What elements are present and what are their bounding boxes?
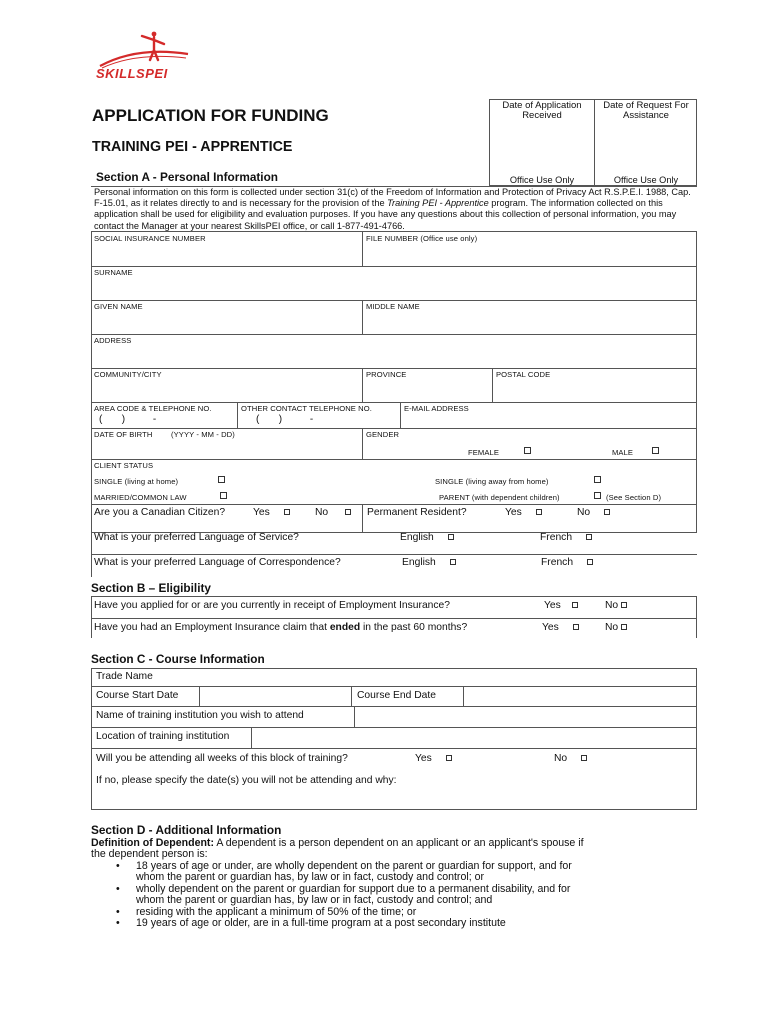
service-english-checkbox[interactable] [448,534,454,540]
single-away-label: SINGLE (living away from home) [435,477,549,486]
attend-yes-checkbox[interactable] [446,755,452,761]
community-input[interactable] [92,380,361,401]
institution-location-label: Location of training institution [96,731,230,742]
single-home-checkbox[interactable] [218,476,225,483]
ei-receipt-yes-checkbox[interactable] [572,602,578,608]
page-title: APPLICATION FOR FUNDING [92,106,329,125]
middle-name-label: MIDDLE NAME [366,302,420,311]
ei-receipt-yes-option[interactable] [544,600,578,611]
permanent-resident-question: Permanent Resident? [367,507,467,518]
dob-input[interactable] [92,440,361,458]
community-label: COMMUNITY/CITY [94,370,162,379]
ei-claim-question [94,622,467,633]
logo-text: SKILLSPEI [96,66,168,81]
dependent-definition [91,838,584,861]
attend-yes-label: Yes [415,753,432,764]
citizen-yes-option[interactable] [253,507,290,518]
address-input[interactable] [92,346,696,367]
course-end-date-label: Course End Date [357,690,436,701]
corr-french-label: French [541,557,574,568]
male-checkbox[interactable] [652,447,659,454]
institution-location-input[interactable] [252,728,696,747]
service-french-checkbox[interactable] [586,534,592,540]
dob-label: DATE OF BIRTH [94,430,153,439]
female-label: FEMALE [468,448,499,457]
citizen-yes-checkbox[interactable] [284,509,290,515]
ei-claim-text-2: in the past 60 months? [360,622,468,633]
married-label: MARRIED/COMMON LAW [94,493,187,502]
given-name-label: GIVEN NAME [94,302,143,311]
ei-claim-no-option[interactable] [605,622,627,633]
page-subtitle: TRAINING PEI - APPRENTICE [92,139,293,155]
institution-name-label: Name of training institution you wish to attend [96,710,304,721]
ei-claim-no-label: No [605,622,619,633]
sin-label: SOCIAL INSURANCE NUMBER [94,234,206,243]
date-request-assistance-heading: Date of Request For Assistance [603,100,689,121]
ei-receipt-yes-label: Yes [544,600,561,611]
attend-no-option[interactable] [554,753,587,764]
dependent-definition-text-1: A dependent is a person dependent on an applicant or an applicant's spouse if [214,837,584,849]
attend-no-label: No [554,753,568,764]
date-application-received-heading: Date of Application Received [502,100,582,121]
permanent-no-checkbox[interactable] [604,509,610,515]
phone-label: AREA CODE & TELEPHONE NO. [94,404,212,413]
privacy-notice-text-2: program. The information collected on this application shall be used for eligibility and evaluation purposes. If you have any questions about this collection of personal information, you may contact the Manager at your nearest SkillsPEI office, or call 1-877-491-4766. [94,198,677,231]
attend-all-weeks-question: Will you be attending all weeks of this block of training? [96,753,348,764]
list-item: • wholly dependent on the parent or guardian for support due to a permanent disability, and for [116,882,571,895]
ei-receipt-no-option[interactable] [605,600,627,611]
office-use-only-label-2: Office Use Only [613,175,679,185]
list-item: • 18 years of age or under, are wholly dependent on the parent or guardian for support, and for [116,860,572,872]
course-start-date-label: Course Start Date [96,690,179,701]
date-request-assistance-field[interactable] [595,122,696,172]
middle-name-input[interactable] [363,312,696,333]
ei-claim-yes-label: Yes [542,622,559,633]
institution-name-input[interactable] [355,707,696,726]
postal-code-input[interactable] [493,380,696,401]
trade-name-input[interactable] [170,669,696,685]
surname-input[interactable] [92,278,696,299]
service-language-question: What is your preferred Language of Service? [94,532,299,543]
corr-english-option[interactable] [402,557,456,568]
given-name-input[interactable] [92,312,361,333]
single-away-checkbox[interactable] [594,476,601,483]
phone-input[interactable]: ( ) - [99,414,157,425]
section-a-heading: Section A - Personal Information [96,170,278,184]
citizen-no-label: No [315,507,329,518]
citizen-yes-label: Yes [253,507,270,518]
parent-checkbox[interactable] [594,492,601,499]
list-item: • residing with the applicant a minimum of 50% of the time; or [116,905,417,918]
if-no-specify-input[interactable] [92,788,696,809]
service-english-option[interactable] [400,532,454,543]
permanent-yes-option[interactable] [505,507,542,518]
permanent-yes-label: Yes [505,507,522,518]
see-section-d-note: (See Section D) [606,493,662,502]
gender-label: GENDER [366,430,400,439]
married-checkbox[interactable] [220,492,227,499]
privacy-notice-program: Training PEI - Apprentice [387,198,489,209]
course-end-date-input[interactable] [464,687,696,705]
ei-claim-no-checkbox[interactable] [621,624,627,630]
ei-claim-text-bold: ended [329,622,361,633]
service-french-option[interactable] [540,532,592,543]
correspondence-language-question: What is your preferred Language of Correspondence? [94,557,341,568]
ei-receipt-question: Have you applied for or are you currently in receipt of Employment Insurance? [94,600,450,611]
ei-receipt-no-label: No [605,600,619,611]
service-french-label: French [540,532,573,543]
corr-french-checkbox[interactable] [587,559,593,565]
course-start-date-input[interactable] [200,687,350,705]
single-home-label: SINGLE (living at home) [94,477,179,486]
file-number-label: FILE NUMBER (Office use only) [366,234,478,243]
ei-claim-text-1: Have you had an Employment Insurance claim that [94,622,330,633]
female-checkbox[interactable] [524,447,531,454]
if-no-specify-label: If no, please specify the date(s) you will not be attending and why: [96,775,397,786]
permanent-yes-checkbox[interactable] [536,509,542,515]
citizen-no-checkbox[interactable] [345,509,351,515]
postal-code-label: POSTAL CODE [496,370,551,379]
date-application-received-field[interactable] [490,122,594,172]
section-d-heading: Section D - Additional Information [91,823,282,837]
province-label: PROVINCE [366,370,407,379]
privacy-notice-text-1: Personal information on this form is collected under section 31(c) of the Freedom of Information and Protection of Privacy Act R.S.P.E.I. 1988, Cap. F-15.01, as it relates directly to and is necessary for the provision of the [94,187,691,209]
list-item: whom the parent or guardian has, by law or in fact, custody and control; and [136,894,493,907]
surname-label: SURNAME [94,268,133,277]
trade-name-label: Trade Name [96,671,153,682]
province-input[interactable] [363,380,491,401]
section-b-heading: Section B – Eligibility [91,581,211,595]
client-status-label: CLIENT STATUS [94,461,154,470]
file-number-input[interactable] [363,244,696,265]
other-phone-input[interactable]: ( ) - [256,414,314,425]
dependent-definition-text-2: the dependent person is: [91,848,208,861]
attend-no-checkbox[interactable] [581,755,587,761]
corr-english-label: English [402,557,436,568]
dependent-criteria-list [116,861,572,929]
corr-english-checkbox[interactable] [450,559,456,565]
corr-french-option[interactable] [541,557,593,568]
citizen-no-option[interactable] [315,507,351,518]
other-phone-label: OTHER CONTACT TELEPHONE NO. [241,404,372,413]
email-label: E-MAIL ADDRESS [404,404,469,413]
office-use-only-label-1: Office Use Only [509,175,575,185]
ei-claim-yes-option[interactable] [542,622,579,633]
male-label: MALE [612,448,634,457]
ei-claim-yes-checkbox[interactable] [573,624,579,630]
ei-receipt-no-checkbox[interactable] [621,602,627,608]
email-input[interactable] [401,414,696,427]
attend-yes-option[interactable] [415,753,452,764]
parent-label: PARENT (with dependent children) [439,493,560,502]
logo [92,28,192,88]
citizen-question: Are you a Canadian Citizen? [94,507,226,518]
permanent-no-option[interactable] [577,507,610,518]
dob-format: (YYYY - MM - DD) [171,430,235,439]
privacy-notice [94,187,696,232]
dependent-definition-label: Definition of Dependent: [91,837,214,849]
service-english-label: English [400,532,434,543]
sin-input[interactable] [92,244,361,265]
permanent-no-label: No [577,507,591,518]
section-c-heading: Section C - Course Information [91,652,265,666]
list-item: whom the parent or guardian has, by law or in fact, custody and control; or [136,871,485,884]
address-label: ADDRESS [94,336,132,345]
list-item: • 19 years of age or older, are in a full-time program at a post secondary institute [116,917,506,930]
